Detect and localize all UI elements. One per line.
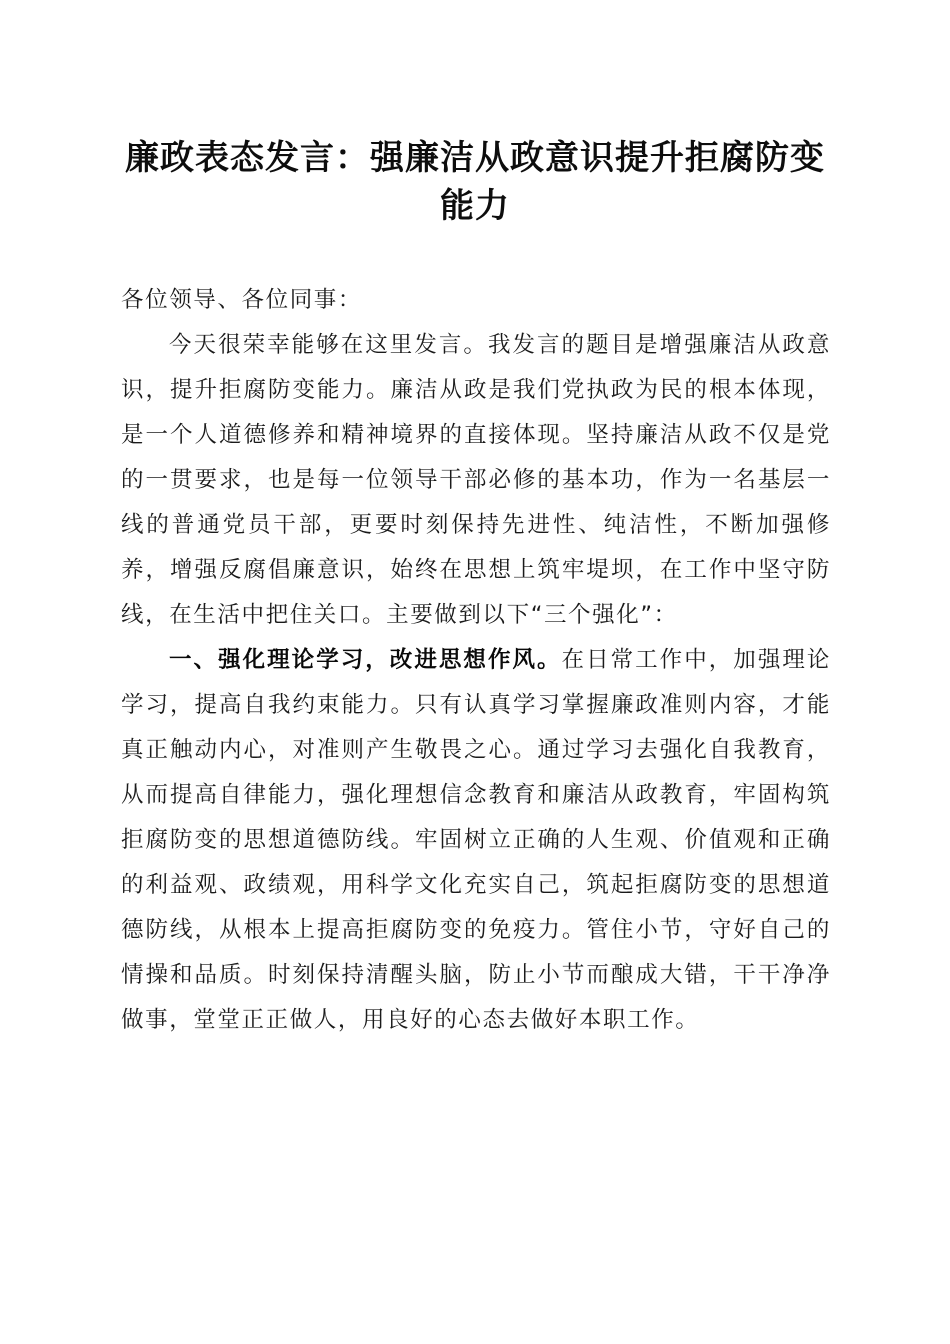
title-line-1: 廉政表态发言：强廉洁从政意识提升拒腐防变 (125, 138, 825, 178)
document-body (121, 278, 831, 1043)
intro-paragraph: 今天很荣幸能够在这里发言。我发言的题目是增强廉洁从政意识，提升拒腐防变能力。廉洁从政是我们党执政为民的根本体现，是一个人道德修养和精神境界的直接体现。坚持廉洁从政不仅是党的一贯要求，也是每一位领导干部必修的基本功，作为一名基层一线的普通党员干部，更要时刻保持先进性、纯洁性，不断加强修养，增强反腐倡廉意识，始终在思想上筑牢堤坝，在工作中坚守防线，在生活中把住关口。主要做到以下“三个强化”： (121, 332, 831, 628)
salutation: 各位领导、各位同事： (121, 287, 363, 313)
title-line-2: 能力 (440, 186, 510, 226)
document-title (100, 134, 850, 230)
section-1-body: 在日常工作中，加强理论学习，提高自我约束能力。只有认真学习掌握廉政准则内容，才能真正触动内心，对准则产生敬畏之心。通过学习去强化自我教育，从而提高自律能力，强化理想信念教育和廉洁从政教育，牢固构筑拒腐防变的思想道德防线。牢固树立正确的人生观、价值观和正确的利益观、政绩观，用科学文化充实自己，筑起拒腐防变的思想道德防线，从根本上提高拒腐防变的免疫力。管住小节，守好自己的情操和品质。时刻保持清醒头脑，防止小节而酿成大错，干干净净做事，堂堂正正做人，用良好的心态去做好本职工作。 (121, 647, 831, 1033)
section-1-paragraph (121, 638, 831, 1043)
section-1-heading: 一、强化理论学习，改进思想作风。 (169, 647, 562, 673)
